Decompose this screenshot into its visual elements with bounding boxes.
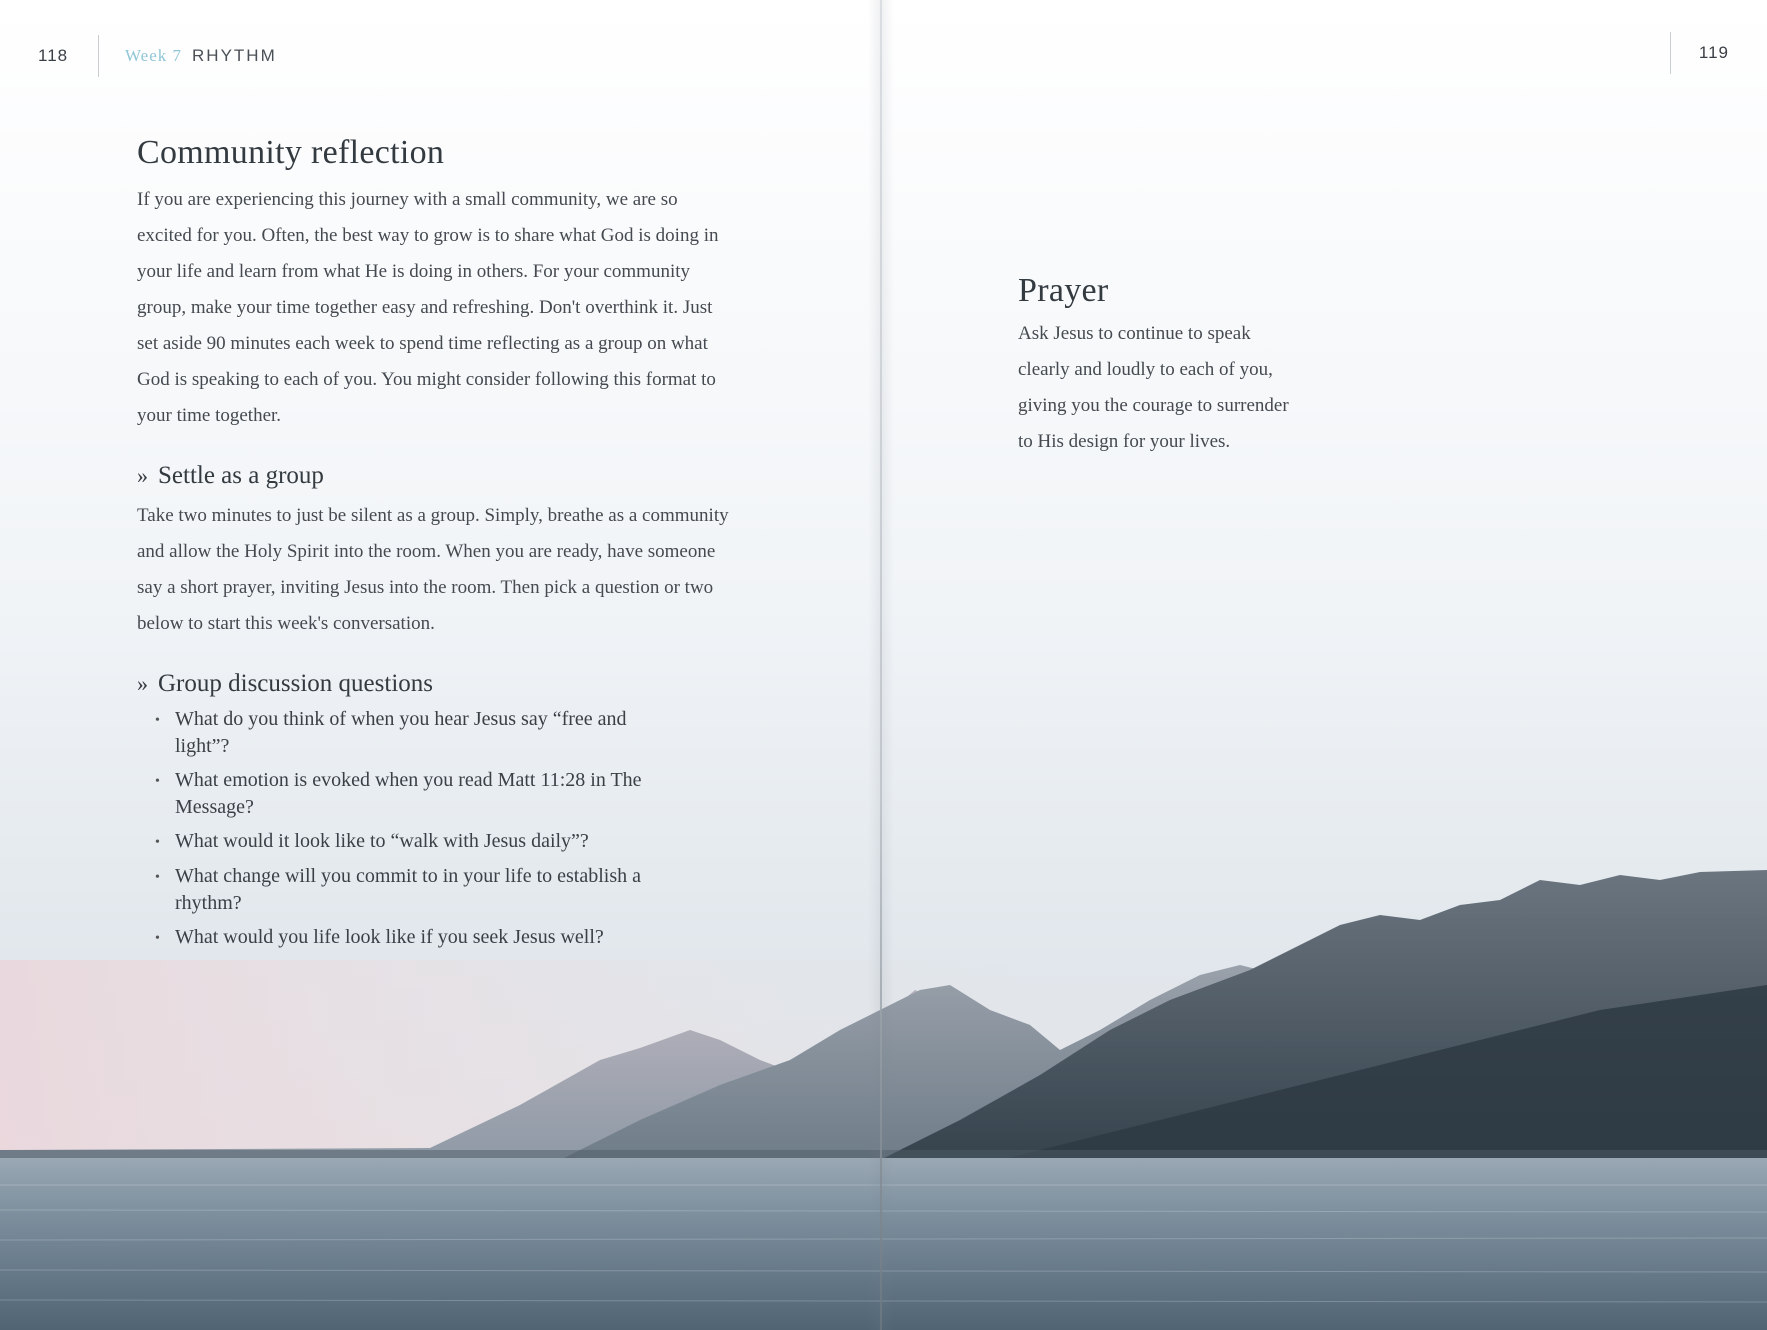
right-page-number: 119 — [1698, 43, 1729, 62]
list-item — [155, 924, 675, 952]
header-divider — [98, 35, 99, 77]
chevron-right-icon: » — [137, 463, 148, 488]
list-item — [155, 767, 675, 821]
page-gutter — [880, 0, 882, 1330]
right-running-header — [1670, 32, 1729, 74]
discussion-heading-text: Group discussion questions — [158, 670, 433, 697]
bullet-icon: • — [155, 931, 160, 946]
intro-paragraph: If you are experiencing this journey with a small community, we are so excited for you. Often, the best way to grow is to share what God is doing in your life and learn from what He is doing in others. For your community group, make your time together easy and refreshing. Don't overthink it. Just set aside 90 minutes each week to spend time reflecting as a group on what God is speaking to each of you. You might consider following this format to your time together. — [137, 189, 719, 426]
week-label: Week 7 — [125, 46, 183, 65]
settle-heading — [137, 462, 737, 490]
section-label: RHYTHM — [192, 46, 277, 65]
chevron-right-icon: » — [137, 671, 148, 696]
left-page-content — [137, 134, 737, 959]
prayer-title: Prayer — [1018, 272, 1109, 309]
bullet-icon: • — [155, 774, 160, 789]
question-text: What would you life look like if you seek Jesus well? — [175, 926, 604, 948]
right-page-content — [1018, 272, 1298, 460]
list-item — [155, 863, 675, 917]
question-text: What change will you commit to in your life to establish a rhythm? — [175, 865, 642, 914]
discussion-heading — [137, 670, 737, 698]
left-page-number: 118 — [38, 46, 69, 65]
header-divider — [1670, 32, 1671, 74]
question-text: What would it look like to “walk with Jesus daily”? — [175, 830, 589, 852]
question-text: What do you think of when you hear Jesus say “free and light”? — [175, 708, 627, 757]
bullet-icon: • — [155, 870, 160, 885]
list-item — [155, 706, 675, 760]
page-title: Community reflection — [137, 134, 445, 171]
discussion-question-list — [155, 706, 675, 952]
question-text: What emotion is evoked when you read Matt 11:28 in The Message? — [175, 769, 642, 818]
settle-heading-text: Settle as a group — [158, 462, 324, 489]
left-running-header — [38, 38, 277, 74]
list-item — [155, 828, 675, 856]
settle-paragraph: Take two minutes to just be silent as a group. Simply, breathe as a community and allow the Holy Spirit into the room. When you are ready, have someone say a short prayer, inviting Jesus into the room. Then pick a question or two below to start this week's conversation. — [137, 505, 729, 634]
bullet-icon: • — [155, 713, 160, 728]
bullet-icon: • — [155, 835, 160, 850]
prayer-paragraph: Ask Jesus to continue to speak clearly and loudly to each of you, giving you the courage to surrender to His design for your lives. — [1018, 323, 1289, 452]
